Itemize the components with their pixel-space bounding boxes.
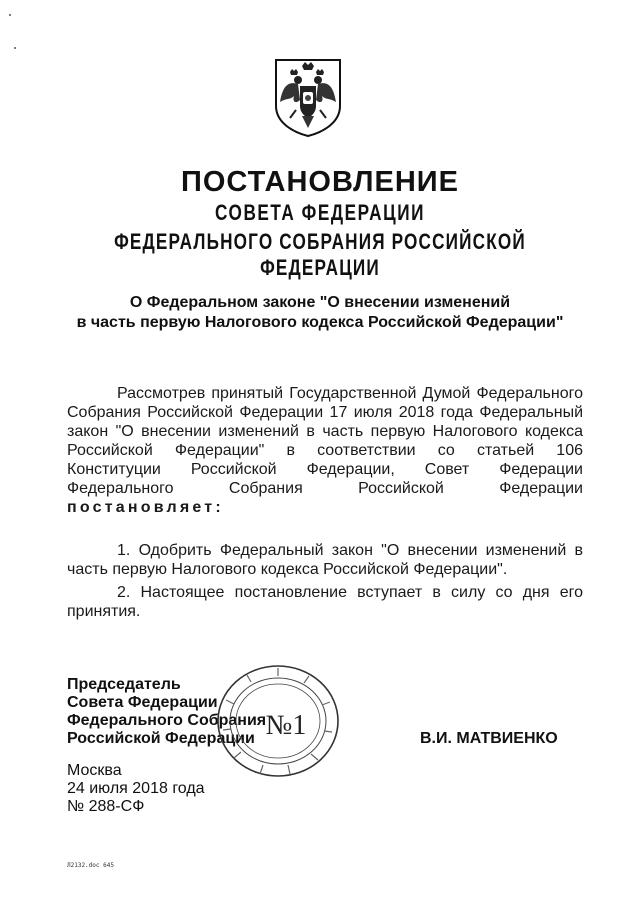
place-and-date: [67, 762, 205, 816]
document-subject: [60, 293, 580, 333]
signatory-line: Федерального Собрания: [67, 712, 267, 729]
signatory-line: Председатель: [67, 676, 181, 693]
coat-of-arms-icon: [272, 56, 344, 138]
paragraph-item-1: [67, 541, 583, 579]
paragraph-line: закон "О внесении изменений в часть первую Налогового кодекса: [67, 423, 583, 440]
paragraph-line: принятия.: [67, 603, 141, 620]
document-subtitle-council: СОВЕТА ФЕДЕРАЦИИ: [215, 200, 425, 225]
subject-line: в часть первую Налогового кодекса Российской Федерации": [76, 314, 564, 331]
document-title: ПОСТАНОВЛЕНИЕ: [181, 166, 459, 198]
signatory-name: В.И. МАТВИЕНКО: [420, 730, 558, 747]
paragraph-item-2: [67, 583, 583, 621]
paragraph-line: Федерального Собрания Российской Федерации: [67, 480, 583, 497]
signatory-line: Российской Федерации: [67, 730, 255, 747]
date: 24 июля 2018 года: [67, 780, 205, 797]
paragraph-line: 2. Настоящее постановление вступает в силу со дня его: [117, 584, 583, 601]
paragraph-line: 1. Одобрить Федеральный закон "О внесении изменений в: [117, 542, 583, 559]
paragraph-preamble: [67, 384, 583, 517]
footer-file-code: Л2132.doc 645: [67, 862, 114, 869]
document-number: № 288-СФ: [67, 798, 145, 815]
document-subtitle-assembly: ФЕДЕРАЛЬНОГО СОБРАНИЯ РОССИЙСКОЙ ФЕДЕРАЦИИ: [114, 229, 526, 280]
subject-line: О Федеральном законе "О внесении изменений: [129, 294, 511, 311]
paragraph-line: Конституции Российской Федерации, Совет Федерации: [67, 461, 583, 478]
paragraph-line: Российской Федерации" в соответствии со статьей 106: [67, 442, 583, 459]
paragraph-line: часть первую Налогового кодекса Российской Федерации".: [67, 561, 508, 578]
official-seal-stamp: [214, 662, 342, 780]
city: Москва: [67, 762, 122, 779]
paragraph-line: Рассмотрев принятый Государственной Думой Федерального: [117, 385, 583, 402]
signatory-line: Совета Федерации: [67, 694, 218, 711]
stamp-number: №1: [265, 710, 307, 741]
decree-word: постановляет:: [67, 499, 224, 516]
paragraph-line: Собрания Российской Федерации 17 июля 2018 года Федеральный: [67, 404, 583, 421]
